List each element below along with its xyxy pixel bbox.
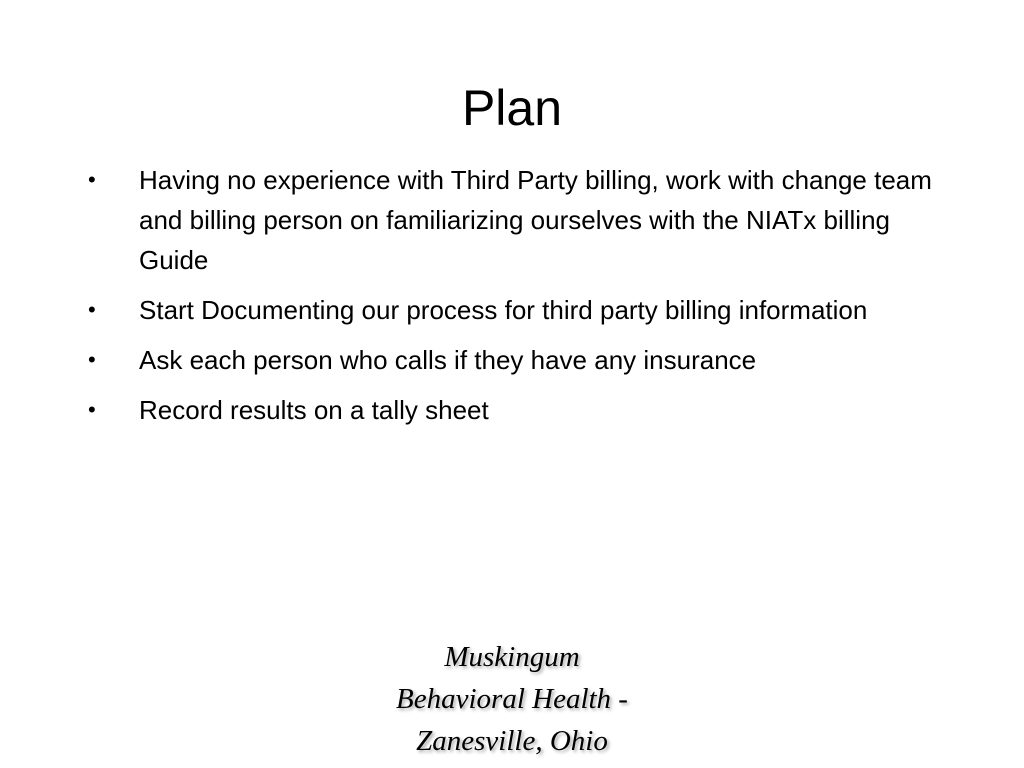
bullet-text: Ask each person who calls if they have any insurance — [139, 345, 757, 375]
organization-footer — [312, 636, 712, 762]
bullet-icon: • — [88, 297, 96, 322]
bullet-item — [88, 340, 948, 380]
footer-line-organization: Muskingum — [444, 641, 580, 673]
bullet-text: Having no experience with Third Party billing, work with change team and billing person on familiarizing ourselves with the NIATx billing Guide — [139, 165, 932, 275]
bullet-text: Start Documenting our process for third party billing information — [139, 295, 868, 325]
bullet-item — [88, 290, 948, 330]
slide-title: Plan — [461, 80, 563, 136]
bullet-item — [88, 390, 948, 430]
bullet-list — [88, 160, 948, 440]
bullet-icon: • — [88, 397, 96, 422]
bullet-item — [88, 160, 948, 280]
bullet-icon: • — [88, 167, 96, 192]
footer-line-department: Behavioral Health - — [396, 683, 628, 715]
bullet-text: Record results on a tally sheet — [139, 395, 489, 425]
bullet-icon: • — [88, 347, 96, 372]
footer-line-location: Zanesville, Ohio — [416, 725, 608, 757]
